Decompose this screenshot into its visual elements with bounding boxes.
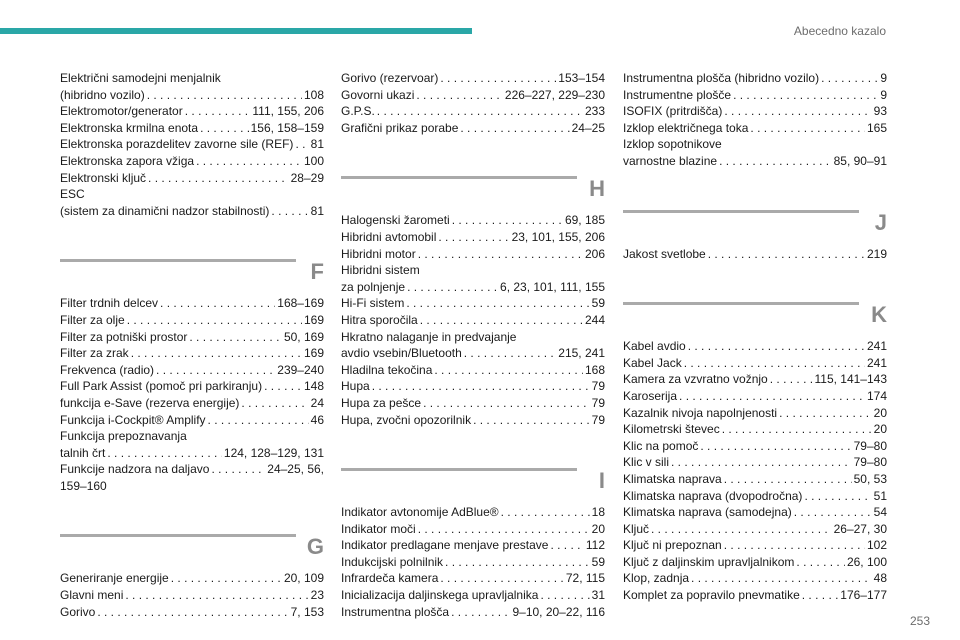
index-entry[interactable] bbox=[341, 103, 605, 120]
index-entry[interactable] bbox=[60, 170, 324, 187]
dot-leader bbox=[794, 504, 872, 521]
index-entry[interactable] bbox=[623, 587, 887, 604]
index-entry-pages: 20 bbox=[873, 405, 887, 420]
index-entry[interactable] bbox=[341, 246, 605, 263]
index-entry-pages: 79–80 bbox=[853, 455, 887, 470]
index-entry-pages: 124, 128–129, 131 bbox=[223, 445, 324, 460]
index-entry-term: Full Park Assist (pomoč pri parkiranju) bbox=[60, 379, 263, 394]
index-entry-pages: 79 bbox=[591, 379, 605, 394]
index-column-3 bbox=[623, 70, 887, 604]
index-entry[interactable] bbox=[623, 355, 887, 372]
index-entry[interactable] bbox=[623, 570, 887, 587]
index-entry-pages: 69, 185 bbox=[564, 213, 605, 228]
dot-leader bbox=[464, 345, 557, 362]
index-entry[interactable] bbox=[623, 488, 887, 505]
index-entry[interactable] bbox=[623, 371, 887, 388]
index-entry-term: za polnjenje bbox=[341, 279, 406, 294]
index-entry[interactable] bbox=[60, 120, 324, 137]
index-entry-pages: 20 bbox=[873, 422, 887, 437]
index-entry-pages: 51 bbox=[873, 488, 887, 503]
index-entry-pages: 23, 101, 155, 206 bbox=[511, 229, 605, 244]
index-entry-term: Filter za potniški prostor bbox=[60, 329, 188, 344]
dot-leader bbox=[147, 87, 302, 104]
dot-leader bbox=[708, 246, 865, 263]
index-entry[interactable] bbox=[341, 587, 605, 604]
dot-leader bbox=[171, 570, 282, 587]
index-entry-term: Govorni ukazi bbox=[341, 87, 415, 102]
dot-leader bbox=[684, 355, 865, 372]
section-divider bbox=[341, 176, 577, 179]
dot-leader bbox=[97, 604, 288, 621]
index-entry[interactable] bbox=[623, 405, 887, 422]
index-entry[interactable] bbox=[60, 587, 324, 604]
index-entry-term: Ključ bbox=[623, 521, 650, 536]
section-header-g bbox=[60, 524, 324, 560]
index-entry[interactable] bbox=[60, 203, 324, 220]
index-entry-pages: 59 bbox=[591, 554, 605, 569]
index-entry[interactable] bbox=[341, 521, 605, 538]
index-entry[interactable] bbox=[60, 136, 324, 153]
section-divider bbox=[623, 302, 859, 305]
dot-leader bbox=[779, 405, 872, 422]
index-entry[interactable] bbox=[341, 120, 605, 137]
index-entry-term: Instrumentna plošča bbox=[341, 604, 450, 619]
section-header-f bbox=[60, 249, 324, 285]
index-entry-term: Ključ ni prepoznan bbox=[623, 538, 722, 553]
index-entry[interactable] bbox=[341, 212, 605, 229]
dot-leader bbox=[452, 212, 563, 229]
dot-leader bbox=[719, 153, 832, 170]
index-entry-pages: 20 bbox=[591, 521, 605, 536]
header-accent-bar bbox=[0, 28, 472, 34]
dot-leader bbox=[406, 295, 589, 312]
index-entry-term: Filter za zrak bbox=[60, 346, 129, 361]
index-entry-term: Frekvenca (radio) bbox=[60, 362, 155, 377]
index-entry-pages: 176–177 bbox=[840, 588, 887, 603]
section-letter: K bbox=[871, 302, 887, 328]
section-divider bbox=[60, 259, 296, 262]
dot-leader bbox=[211, 461, 265, 478]
index-entry[interactable] bbox=[341, 378, 605, 395]
index-entry-pages: 111, 155, 206 bbox=[252, 104, 324, 119]
index-entry-pages: 48 bbox=[873, 571, 887, 586]
index-entry-term: Instrumentna plošča (hibridno vozilo) bbox=[623, 71, 820, 85]
index-column-2 bbox=[341, 70, 605, 620]
index-entry-term: Hladilna tekočina bbox=[341, 362, 433, 377]
index-entry-term: Elektronska zapora vžiga bbox=[60, 153, 195, 168]
index-entry-term: Indikator moči bbox=[341, 521, 416, 536]
dot-leader bbox=[550, 537, 583, 554]
index-entry[interactable] bbox=[623, 246, 887, 263]
index-entry-pages: 9–10, 20–22, 116 bbox=[512, 604, 605, 619]
index-entry-term: Infrardeča kamera bbox=[341, 571, 439, 586]
index-entry-term: Jakost svetlobe bbox=[623, 246, 706, 261]
dot-leader bbox=[416, 87, 503, 104]
index-entry[interactable] bbox=[623, 388, 887, 405]
dot-leader bbox=[377, 103, 583, 120]
dot-leader bbox=[189, 329, 282, 346]
index-entry-pages: 24–25 bbox=[571, 120, 605, 135]
index-entry-line: Izklop sopotnikove bbox=[623, 137, 722, 152]
index-entry-pages: 81 bbox=[310, 137, 324, 152]
dot-leader bbox=[445, 554, 590, 571]
index-entry-pages: 18 bbox=[591, 505, 605, 520]
dot-leader bbox=[440, 570, 563, 587]
index-entry[interactable] bbox=[60, 378, 324, 395]
index-entry-pages: 9 bbox=[880, 71, 887, 85]
dot-leader bbox=[107, 445, 222, 462]
index-entry-term: varnostne blazine bbox=[623, 153, 718, 168]
index-entry-pages: 241 bbox=[866, 355, 887, 370]
index-entry-term: Kamera za vzvratno vožnjo bbox=[623, 372, 768, 387]
dot-leader bbox=[148, 170, 289, 187]
index-entry[interactable] bbox=[341, 295, 605, 312]
index-entry-pages: 50, 169 bbox=[283, 329, 324, 344]
index-entry-pages: 169 bbox=[303, 346, 324, 361]
index-entry-pages: 20, 109 bbox=[283, 571, 324, 586]
dot-leader bbox=[208, 412, 309, 429]
section-header-k bbox=[623, 292, 887, 328]
dot-leader bbox=[651, 521, 832, 538]
index-entry-pages: 24 bbox=[310, 395, 324, 410]
index-entry-pages: 165 bbox=[866, 120, 887, 135]
index-entry-pages: 54 bbox=[873, 505, 887, 520]
index-entry-term: Funkcije nadzora na daljavo bbox=[60, 462, 210, 477]
index-entry-pages: 79 bbox=[591, 395, 605, 410]
index-entry-term: Ključ z daljinskim upravljalnikom bbox=[623, 554, 795, 569]
index-entry-pages: 100 bbox=[303, 153, 324, 168]
index-entry-line: Hibridni sistem bbox=[341, 263, 420, 278]
index-entry-term: Izklop električnega toka bbox=[623, 120, 749, 135]
index-entry-term: Halogenski žarometi bbox=[341, 213, 450, 228]
dot-leader bbox=[501, 504, 590, 521]
index-entry-pages: 148 bbox=[303, 379, 324, 394]
index-entry-pages: 46 bbox=[310, 412, 324, 427]
index-entry-term: Gorivo bbox=[60, 604, 96, 619]
index-entry[interactable] bbox=[341, 412, 605, 429]
index-entry-term: Hupa za pešce bbox=[341, 395, 422, 410]
index-entry-pages: 108 bbox=[303, 87, 324, 102]
dot-leader bbox=[127, 312, 302, 329]
index-entry[interactable] bbox=[60, 395, 324, 412]
index-entry-term: funkcija e-Save (rezerva energije) bbox=[60, 395, 240, 410]
index-entry-term: Grafični prikaz porabe bbox=[341, 120, 459, 135]
index-entry-term: Instrumentne plošče bbox=[623, 87, 732, 102]
index-entry[interactable] bbox=[60, 87, 324, 104]
index-entry-pages: 233 bbox=[584, 104, 605, 119]
index-column-1 bbox=[60, 70, 324, 620]
index-entry-term: Elektromotor/generator bbox=[60, 104, 183, 119]
dot-leader bbox=[804, 488, 871, 505]
index-entry-pages: 28–29 bbox=[290, 170, 324, 185]
dot-leader bbox=[241, 395, 308, 412]
index-entry-pages: 239–240 bbox=[277, 362, 324, 377]
index-entry[interactable] bbox=[60, 461, 324, 478]
section-header-i bbox=[341, 458, 605, 494]
index-entry-line: Funkcija prepoznavanja bbox=[60, 429, 187, 444]
index-entry-term: Inicializacija daljinskega upravljalnika bbox=[341, 588, 539, 603]
index-entry-term: Hibridni motor bbox=[341, 246, 416, 261]
index-entry-pages: 26, 100 bbox=[846, 554, 887, 569]
dot-leader bbox=[418, 521, 590, 538]
index-entry-pages: 6, 23, 101, 111, 155 bbox=[500, 279, 605, 294]
index-entry[interactable] bbox=[341, 395, 605, 412]
section-divider bbox=[623, 210, 859, 213]
index-entry[interactable] bbox=[623, 338, 887, 355]
index-entry[interactable] bbox=[341, 87, 605, 104]
index-entry-pages: 219 bbox=[866, 246, 887, 261]
dot-leader bbox=[802, 587, 839, 604]
index-entry-line: Hkratno nalaganje in predvajanje bbox=[341, 329, 517, 344]
index-entry-term: Filter trdnih delcev bbox=[60, 296, 159, 311]
index-entry[interactable] bbox=[60, 295, 324, 312]
section-letter: I bbox=[598, 468, 605, 494]
index-entry-term: Elektronski ključ bbox=[60, 170, 147, 185]
index-entry-line: Električni samodejni menjalnik bbox=[60, 71, 221, 85]
dot-leader bbox=[156, 362, 275, 379]
index-entry-term: Klic v sili bbox=[623, 455, 670, 470]
index-entry-term: ISOFIX (pritrdišča) bbox=[623, 104, 723, 119]
page-number: 253 bbox=[909, 614, 930, 628]
dot-leader bbox=[372, 378, 590, 395]
index-entry-term: G.P.S. bbox=[341, 104, 375, 119]
index-entry[interactable] bbox=[623, 87, 887, 104]
dot-leader bbox=[724, 103, 871, 120]
index-entry-pages: 241 bbox=[866, 339, 887, 354]
index-entry-term: Hupa, zvočni opozorilnik bbox=[341, 412, 472, 427]
index-entry-term: Filter za olje bbox=[60, 312, 125, 327]
index-entry-pages: 169 bbox=[303, 312, 324, 327]
index-entry-line: 159–160 bbox=[60, 478, 107, 493]
page-header-title: Abecedno kazalo bbox=[793, 24, 886, 38]
index-entry[interactable] bbox=[341, 362, 605, 379]
dot-leader bbox=[420, 312, 583, 329]
index-entry-term: Kilometrski števec bbox=[623, 422, 720, 437]
index-entry-line: ESC bbox=[60, 187, 85, 202]
index-entry-term: Kabel Jack bbox=[623, 355, 682, 370]
index-entry[interactable] bbox=[341, 279, 605, 296]
index-entry-term: Klimatska naprava (dvopodročna) bbox=[623, 488, 803, 503]
index-entry-term: (sistem za dinamični nadzor stabilnosti) bbox=[60, 203, 270, 218]
index-entry[interactable] bbox=[623, 421, 887, 438]
index-entry[interactable] bbox=[60, 329, 324, 346]
section-letter: J bbox=[874, 209, 887, 235]
index-entry[interactable] bbox=[623, 454, 887, 471]
index-entry-pages: 244 bbox=[584, 312, 605, 327]
index-entry-pages: 174 bbox=[866, 388, 887, 403]
dot-leader bbox=[451, 604, 510, 621]
index-entry-term: avdio vsebin/Bluetooth bbox=[341, 346, 462, 361]
index-entry-pages: 215, 241 bbox=[558, 346, 605, 361]
index-entry-pages: 50, 53 bbox=[853, 471, 887, 486]
index-entry[interactable] bbox=[623, 471, 887, 488]
dot-leader bbox=[440, 70, 556, 87]
index-entry[interactable] bbox=[341, 345, 605, 362]
index-entry[interactable] bbox=[623, 438, 887, 455]
index-entry-term: Indikator predlagane menjave prestave bbox=[341, 538, 549, 553]
index-entry-pages: 156, 158–159 bbox=[250, 120, 324, 135]
index-entry[interactable] bbox=[60, 412, 324, 429]
section-header-h bbox=[341, 166, 605, 202]
section-divider bbox=[60, 534, 296, 537]
section-header-j bbox=[623, 200, 887, 236]
dot-leader bbox=[264, 378, 302, 395]
index-entry[interactable] bbox=[60, 312, 324, 329]
index-entry-term: Elektronska krmilna enota bbox=[60, 120, 199, 135]
index-entry[interactable] bbox=[60, 103, 324, 120]
index-entry-pages: 102 bbox=[866, 538, 887, 553]
index-entry[interactable] bbox=[341, 604, 605, 621]
index-entry[interactable] bbox=[60, 570, 324, 587]
index-entry-term: Kazalnik nivoja napolnjenosti bbox=[623, 405, 778, 420]
dot-leader bbox=[131, 345, 302, 362]
index-entry[interactable] bbox=[341, 312, 605, 329]
dot-leader bbox=[160, 295, 275, 312]
index-entry-pages: 59 bbox=[591, 296, 605, 311]
dot-leader bbox=[821, 70, 878, 87]
dot-leader bbox=[750, 120, 865, 137]
index-entry-pages: 115, 141–143 bbox=[814, 372, 887, 387]
dot-leader bbox=[796, 554, 845, 571]
dot-leader bbox=[770, 371, 813, 388]
index-entry-pages: 23 bbox=[310, 588, 324, 603]
index-entry[interactable] bbox=[341, 229, 605, 246]
index-entry-term: Kabel avdio bbox=[623, 339, 686, 354]
index-entry[interactable] bbox=[623, 153, 887, 170]
index-entry-term: Klimatska naprava (samodejna) bbox=[623, 505, 792, 520]
index-entry-term: Generiranje energije bbox=[60, 571, 169, 586]
dot-leader bbox=[700, 438, 851, 455]
dot-leader bbox=[460, 120, 569, 137]
index-entry-term: Hupa bbox=[341, 379, 370, 394]
dot-leader bbox=[724, 537, 865, 554]
index-entry-pages: 26–27, 30 bbox=[833, 521, 887, 536]
index-entry-pages: 168–169 bbox=[277, 296, 324, 311]
index-entry-pages: 7, 153 bbox=[290, 604, 324, 619]
section-letter: G bbox=[306, 534, 324, 560]
index-entry-pages: 24–25, 56, bbox=[267, 462, 324, 477]
section-letter: F bbox=[310, 259, 324, 285]
dot-leader bbox=[540, 587, 589, 604]
index-entry-pages: 226–227, 229–230 bbox=[504, 87, 605, 102]
index-entry-pages: 168 bbox=[584, 362, 605, 377]
index-entry-term: Klic na pomoč bbox=[623, 438, 699, 453]
index-entry[interactable] bbox=[623, 70, 887, 87]
index-entry[interactable] bbox=[341, 554, 605, 571]
index-entry-term: talnih črt bbox=[60, 445, 106, 460]
index-entry-term: Klop, zadnja bbox=[623, 571, 690, 586]
section-divider bbox=[341, 468, 577, 471]
index-entry-pages: 93 bbox=[873, 104, 887, 119]
index-entry-pages: 206 bbox=[584, 246, 605, 261]
index-entry[interactable] bbox=[623, 554, 887, 571]
dot-leader bbox=[671, 454, 852, 471]
index-entry[interactable] bbox=[60, 445, 324, 462]
dot-leader bbox=[688, 338, 865, 355]
dot-leader bbox=[691, 570, 872, 587]
index-entry-term: Elektronska porazdelitev zavorne sile (REF) bbox=[60, 137, 294, 152]
dot-leader bbox=[196, 153, 302, 170]
index-entry-term: Indikator avtonomije AdBlue® bbox=[341, 505, 499, 520]
dot-leader bbox=[733, 87, 878, 104]
index-entry[interactable] bbox=[60, 362, 324, 379]
index-entry-term: Karoserija bbox=[623, 388, 678, 403]
index-entry[interactable] bbox=[341, 570, 605, 587]
dot-leader bbox=[125, 587, 308, 604]
index-entry[interactable] bbox=[341, 70, 605, 87]
index-entry[interactable] bbox=[341, 504, 605, 521]
index-entry-term: Hi-Fi sistem bbox=[341, 296, 405, 311]
dot-leader bbox=[434, 362, 583, 379]
index-entry-term: Komplet za popravilo pnevmatike bbox=[623, 588, 800, 603]
dot-leader bbox=[679, 388, 865, 405]
index-entry[interactable] bbox=[623, 103, 887, 120]
index-entry[interactable] bbox=[623, 521, 887, 538]
index-entry-term: Gorivo (rezervoar) bbox=[341, 71, 439, 85]
dot-leader bbox=[724, 471, 852, 488]
index-entry[interactable] bbox=[60, 345, 324, 362]
index-entry[interactable] bbox=[623, 120, 887, 137]
dot-leader bbox=[473, 412, 590, 429]
dot-leader bbox=[295, 136, 308, 153]
index-entry-term: Hitra sporočila bbox=[341, 312, 418, 327]
dot-leader bbox=[407, 279, 498, 296]
index-entry-pages: 112 bbox=[585, 538, 605, 553]
index-entry-pages: 31 bbox=[591, 588, 605, 603]
index-entry-term: Klimatska naprava bbox=[623, 471, 722, 486]
index-entry-term: Funkcija i-Cockpit® Amplify bbox=[60, 412, 206, 427]
index-entry[interactable] bbox=[623, 537, 887, 554]
index-entry[interactable] bbox=[60, 604, 324, 621]
index-entry-pages: 79 bbox=[591, 412, 605, 427]
dot-leader bbox=[418, 246, 583, 263]
dot-leader bbox=[423, 395, 590, 412]
index-entry-pages: 81 bbox=[310, 203, 324, 218]
section-letter: H bbox=[589, 176, 605, 202]
dot-leader bbox=[200, 120, 249, 137]
index-entry-pages: 153–154 bbox=[558, 71, 605, 85]
index-entry-term: Hibridni avtomobil bbox=[341, 229, 437, 244]
dot-leader bbox=[722, 421, 872, 438]
index-entry[interactable] bbox=[623, 504, 887, 521]
index-entry[interactable] bbox=[60, 153, 324, 170]
index-entry[interactable] bbox=[341, 537, 605, 554]
index-entry-pages: 72, 115 bbox=[565, 571, 605, 586]
index-entry-term: Glavni meni bbox=[60, 588, 124, 603]
index-entry-pages: 9 bbox=[880, 87, 887, 102]
index-entry-pages: 85, 90–91 bbox=[833, 153, 887, 168]
dot-leader bbox=[438, 229, 509, 246]
index-entry-pages: 79–80 bbox=[853, 438, 887, 453]
dot-leader bbox=[185, 103, 251, 120]
dot-leader bbox=[271, 203, 308, 220]
index-entry-term: Indukcijski polnilnik bbox=[341, 554, 444, 569]
index-entry-term: (hibridno vozilo) bbox=[60, 87, 145, 102]
